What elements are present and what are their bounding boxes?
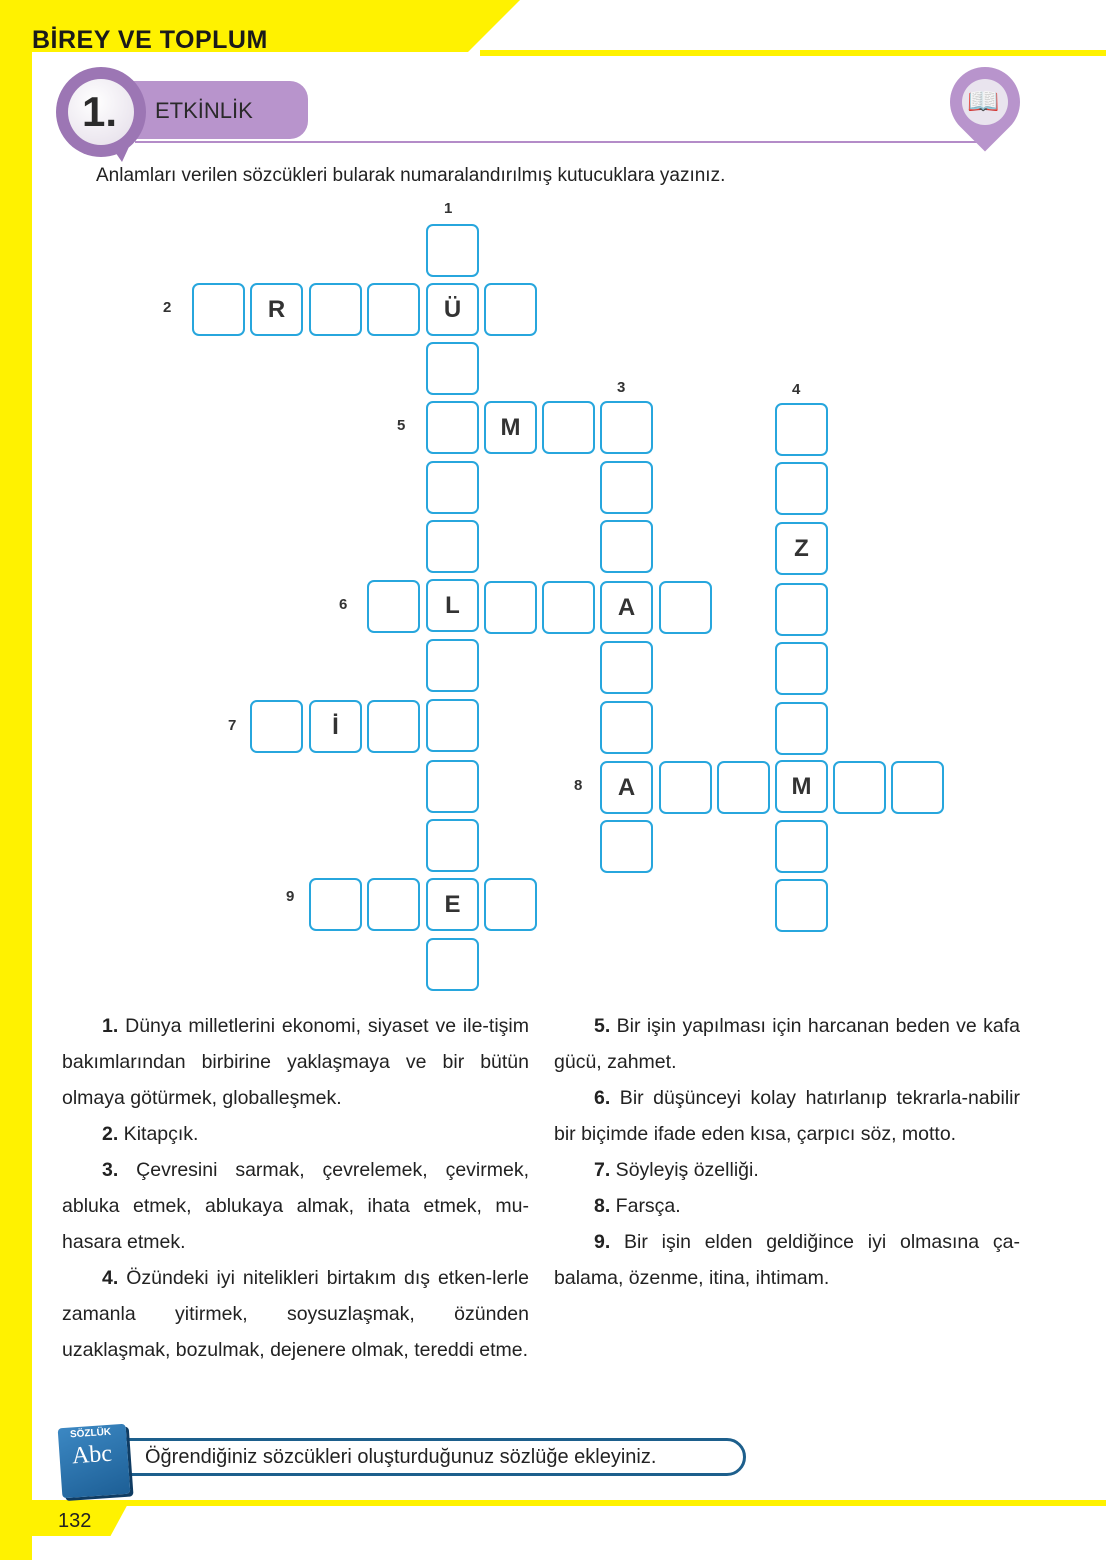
clue-number-6: 6 [339,596,348,613]
crossword-cell[interactable] [775,462,828,515]
clue-1: 1. Dünya milletlerini ekonomi, siyaset ve ile-tişim bakımlarından birbirine yaklaşmaya ve bir bütün olmaya götürmek, globalleşmek. [62,1015,529,1109]
crossword-cell[interactable] [600,520,653,573]
clue-number-2: 2 [163,299,172,316]
page-number: 132 [58,1510,92,1532]
crossword-cell[interactable] [775,879,828,932]
crossword-cell[interactable]: R [250,283,303,336]
clue-4: 4. Özündeki iyi nitelikleri birtakım dış etken-lerle zamanla yitirmek, soysuzlaşmak, özünden uzaklaşmak, bozulmak, dejenere olmak, tereddi etme. [62,1267,529,1361]
crossword-cell[interactable]: A [600,581,653,634]
dictionary-note: Öğrendiğiniz sözcükleri oluşturduğunuz sözlüğe ekleyiniz. [145,1446,657,1468]
crossword-cell[interactable] [833,761,886,814]
crossword-cell[interactable]: L [426,579,479,632]
crossword-cell[interactable]: M [775,760,828,813]
crossword-cell[interactable] [717,761,770,814]
yellow-frame-left [0,0,32,1560]
crossword-cell[interactable] [426,699,479,752]
crossword-cell[interactable] [775,403,828,456]
crossword-cell[interactable] [426,938,479,991]
clue-6: 6. Bir düşünceyi kolay hatırlanıp tekrarla-nabilir bir biçimde ifade eden kısa, çarpıcı söz, motto. [554,1087,1020,1145]
crossword-cell[interactable] [484,283,537,336]
crossword-cell[interactable] [367,283,420,336]
clue-number-4: 4 [792,381,801,398]
crossword-cell[interactable]: Z [775,522,828,575]
crossword-cell[interactable] [600,820,653,873]
clue-number-3: 3 [617,379,626,396]
crossword-cell[interactable]: M [484,401,537,454]
crossword-cell[interactable] [426,461,479,514]
crossword-cell[interactable] [426,819,479,872]
crossword-cell[interactable] [600,641,653,694]
crossword-cell[interactable]: Ü [426,283,479,336]
crossword-cell[interactable] [659,581,712,634]
clue-number-7: 7 [228,717,237,734]
activity-divider [135,141,985,143]
crossword-cell[interactable] [659,761,712,814]
clue-number-5: 5 [397,417,406,434]
crossword-cell[interactable]: E [426,878,479,931]
crossword-cell[interactable] [367,700,420,753]
dictionary-label: SÖZLÜK [69,1426,112,1441]
crossword-cell[interactable] [775,702,828,755]
crossword-cell[interactable] [542,401,595,454]
crossword-cell[interactable] [426,760,479,813]
open-book-icon: 📖 [967,86,1000,116]
dictionary-abc: Abc [71,1440,113,1470]
yellow-frame-bottom [0,1500,1106,1506]
crossword-cell[interactable] [775,642,828,695]
crossword-cell[interactable] [484,581,537,634]
activity-number: 1. [82,88,118,135]
clue-5: 5. Bir işin yapılması için harcanan beden ve kafa gücü, zahmet. [554,1015,1020,1073]
crossword-cell[interactable] [775,583,828,636]
crossword-cell[interactable]: A [600,761,653,814]
crossword-cell[interactable] [192,283,245,336]
crossword-cell[interactable] [426,401,479,454]
clue-9: 9. Bir işin elden geldiğince iyi olmasına ça-balama, özenme, itina, ihtimam. [554,1231,1020,1289]
clue-7: 7. Söyleyiş özelliği. [594,1159,759,1181]
crossword-cell[interactable] [891,761,944,814]
crossword-cell[interactable] [600,461,653,514]
crossword-cell[interactable]: İ [309,700,362,753]
crossword-cell[interactable] [484,878,537,931]
crossword-cell[interactable] [367,580,420,633]
crossword-cell[interactable] [600,701,653,754]
activity-label: ETKİNLİK [155,98,253,123]
section-title: BİREY VE TOPLUM [32,26,268,54]
crossword-cell[interactable] [600,401,653,454]
clue-number-9: 9 [286,888,295,905]
crossword-cell[interactable] [426,224,479,277]
crossword-cell[interactable] [367,878,420,931]
crossword-cell[interactable] [426,520,479,573]
clues-right-column [554,1008,1020,1296]
clue-3: 3. Çevresini sarmak, çevrelemek, çevirmek, abluka etmek, ablukaya almak, ihata etmek, mu-hasara etmek. [62,1159,529,1253]
crossword-cell[interactable] [542,581,595,634]
crossword-cell[interactable] [309,878,362,931]
clues-left-column [62,1008,529,1368]
crossword-cell[interactable] [426,639,479,692]
clue-number-1: 1 [444,200,453,217]
crossword-cell[interactable] [250,700,303,753]
clue-2: 2. Kitapçık. [102,1123,199,1145]
crossword-cell[interactable] [309,283,362,336]
crossword-cell[interactable] [426,342,479,395]
yellow-frame-top-line [480,50,1106,56]
crossword-cell[interactable] [775,820,828,873]
clue-8: 8. Farsça. [594,1195,681,1217]
clue-number-8: 8 [574,777,583,794]
instruction-text: Anlamları verilen sözcükleri bularak numaralandırılmış kutucuklara yazınız. [96,165,726,186]
